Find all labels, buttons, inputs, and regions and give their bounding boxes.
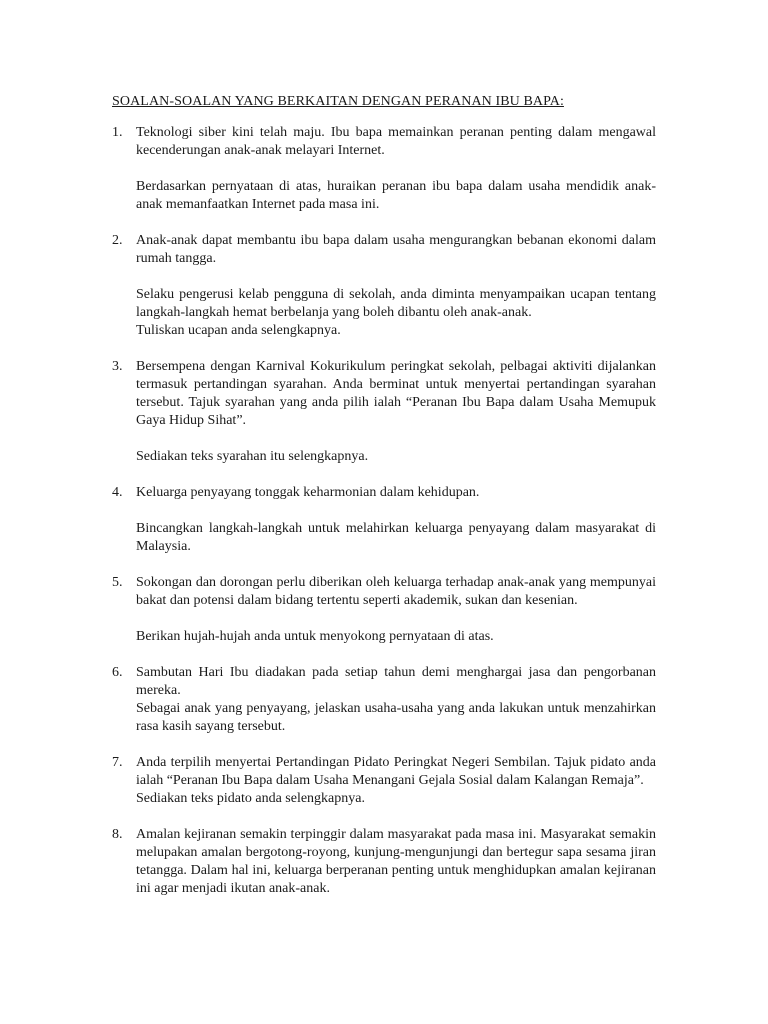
question-number: 7. (112, 755, 123, 770)
document-title: SOALAN-SOALAN YANG BERKAITAN DENGAN PERANAN IBU BAPA: (112, 94, 564, 109)
question-task: Selaku pengerusi kelab pengguna di sekolah, anda diminta menyampaikan ucapan tentang langkah-langkah hemat berbelanja yang boleh dibantu oleh anak-anak. (136, 287, 656, 320)
question-statement: Amalan kejiranan semakin terpinggir dalam masyarakat pada masa ini. Masyarakat semakin melupakan amalan bergotong-royong, kunjung-mengunjungi dan bertegur sapa sesama jiran tetangga. Dalam hal ini, keluarga berperanan penting untuk menghidupkan amalan kejiranan ini agar menjadi ikutan anak-anak. (136, 827, 656, 896)
question-number: 4. (112, 485, 123, 500)
question-task: Berdasarkan pernyataan di atas, huraikan peranan ibu bapa dalam usaha mendidik anak-anak memanfaatkan Internet pada masa ini. (136, 179, 656, 212)
question-task: Bincangkan langkah-langkah untuk melahirkan keluarga penyayang dalam masyarakat di Malaysia. (136, 521, 656, 554)
question-number: 2. (112, 233, 123, 248)
question-task: Berikan hujah-hujah anda untuk menyokong pernyataan di atas. (136, 629, 494, 644)
question-instruction: Tuliskan ucapan anda selengkapnya. (136, 323, 341, 338)
question-item-2 (112, 232, 656, 340)
question-item-4 (112, 484, 656, 556)
question-number: 1. (112, 125, 123, 140)
question-statement: Sokongan dan dorongan perlu diberikan oleh keluarga terhadap anak-anak yang mempunyai bakat dan potensi dalam bidang tertentu seperti akademik, sukan dan kesenian. (136, 575, 656, 608)
question-item-7 (112, 754, 656, 808)
question-item-8 (112, 826, 656, 898)
question-item-6 (112, 664, 656, 736)
question-task: Sebagai anak yang penyayang, jelaskan usaha-usaha yang anda lakukan untuk menzahirkan rasa kasih sayang tersebut. (136, 701, 656, 734)
question-statement: Bersempena dengan Karnival Kokurikulum peringkat sekolah, pelbagai aktiviti dijalankan termasuk pertandingan syarahan. Anda berminat untuk menyertai pertandingan syarahan tersebut. Tajuk syarahan yang anda pilih ialah “Peranan Ibu Bapa dalam Usaha Memupuk Gaya Hidup Sihat”. (136, 359, 656, 428)
question-item-1 (112, 124, 656, 214)
question-statement: Keluarga penyayang tonggak keharmonian dalam kehidupan. (136, 485, 480, 500)
question-item-5 (112, 574, 656, 646)
question-statement: Anda terpilih menyertai Pertandingan Pidato Peringkat Negeri Sembilan. Tajuk pidato anda ialah “Peranan Ibu Bapa dalam Usaha Menangani Gejala Sosial dalam Kalangan Remaja”. (136, 755, 656, 788)
question-task: Sediakan teks pidato anda selengkapnya. (136, 791, 365, 806)
question-number: 3. (112, 359, 123, 374)
question-item-3 (112, 358, 656, 466)
question-number: 6. (112, 665, 123, 680)
question-task: Sediakan teks syarahan itu selengkapnya. (136, 449, 369, 464)
question-number: 5. (112, 575, 123, 590)
question-statement: Anak-anak dapat membantu ibu bapa dalam usaha mengurangkan bebanan ekonomi dalam rumah tangga. (136, 233, 656, 266)
question-number: 8. (112, 827, 123, 842)
question-list (112, 124, 656, 916)
question-statement: Teknologi siber kini telah maju. Ibu bapa memainkan peranan penting dalam mengawal kecenderungan anak-anak melayari Internet. (136, 125, 656, 158)
question-statement: Sambutan Hari Ibu diadakan pada setiap tahun demi menghargai jasa dan pengorbanan mereka. (136, 665, 656, 698)
